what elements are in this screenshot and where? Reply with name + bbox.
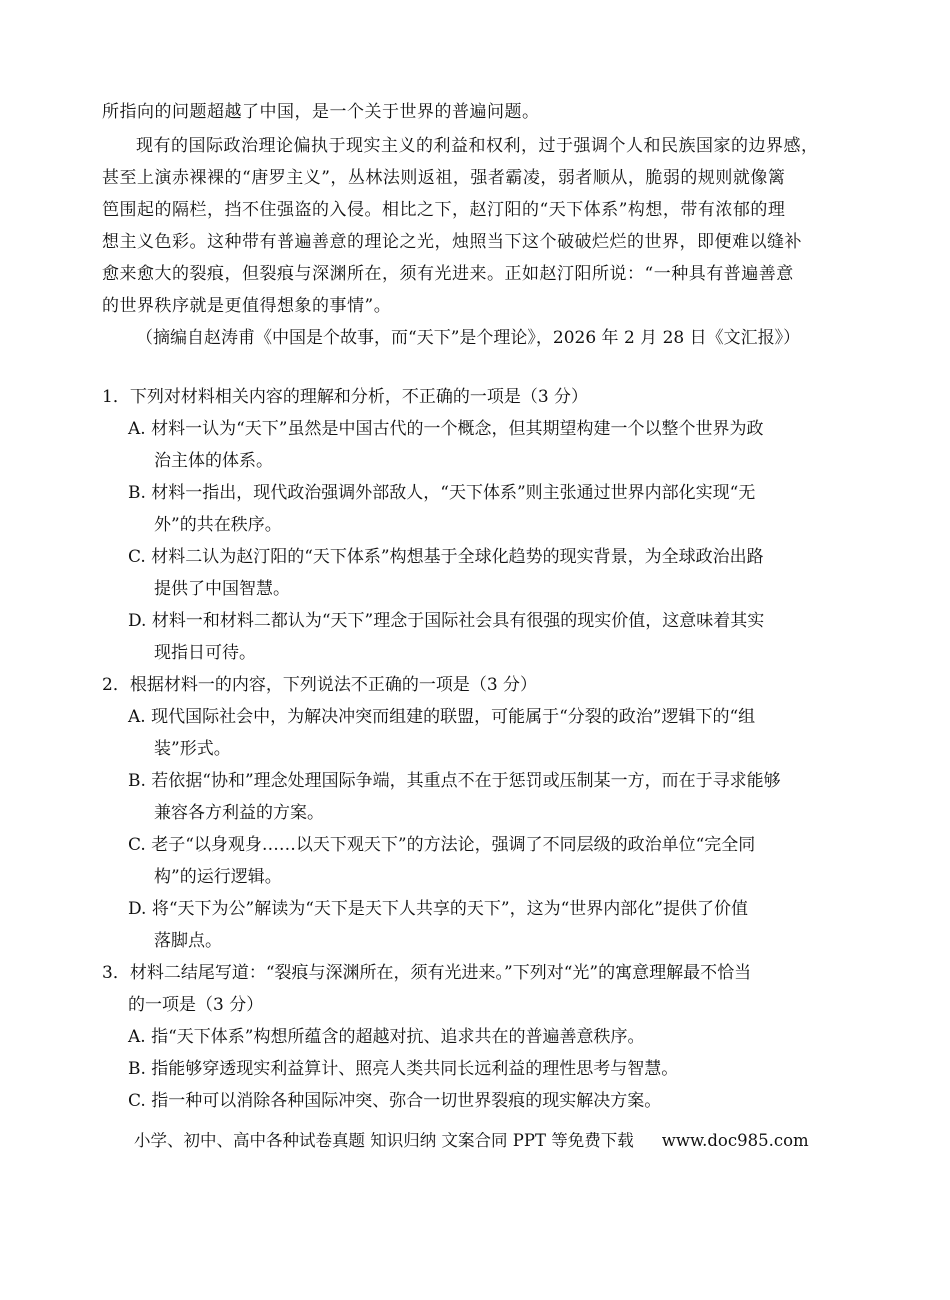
option-d: D. 材料一和材料二都认为“天下”理念于国际社会具有很强的现实价值，这意味着其实 <box>128 611 765 631</box>
option-a: A. 指“天下体系”构想所蕴含的超越对抗、追求共在的普遍善意秩序。 <box>128 1027 645 1047</box>
question-stem-cont: 的一项是（3 分） <box>128 995 264 1015</box>
option-b-cont: 外”的共在秩序。 <box>154 515 282 535</box>
option-b: B. 指能够穿透现实利益算计、照亮人类共同长远利益的理性思考与智慧。 <box>128 1059 679 1079</box>
question-stem: 1．下列对材料相关内容的理解和分析，不正确的一项是（3 分） <box>102 387 589 407</box>
option-c: C. 材料二认为赵汀阳的“天下体系”构想基于全球化趋势的现实背景，为全球政治出路 <box>128 547 764 567</box>
passage-line: 想主义色彩。这种带有普遍善意的理论之光，烛照当下这个破破烂烂的世界，即便难以缝补 <box>102 232 802 252</box>
question-stem: 2．根据材料一的内容，下列说法不正确的一项是（3 分） <box>102 675 538 695</box>
passage-line: 甚至上演赤裸裸的“唐罗主义”，丛林法则返祖，强者霸凌，弱者顺从，脆弱的规则就像篱 <box>102 168 786 188</box>
option-b-cont: 兼容各方利益的方案。 <box>154 803 324 823</box>
option-c-cont: 提供了中国智慧。 <box>154 579 290 599</box>
option-d-cont: 落脚点。 <box>154 931 222 951</box>
option-c: C. 指一种可以消除各种国际冲突、弥合一切世界裂痕的现实解决方案。 <box>128 1091 662 1111</box>
option-c: C. 老子“以身观身……以天下观天下”的方法论，强调了不同层级的政治单位“完全同 <box>128 835 756 855</box>
option-a-cont: 治主体的体系。 <box>154 451 273 471</box>
option-b: B. 材料一指出，现代政治强调外部敌人，“天下体系”则主张通过世界内部化实现“无 <box>128 483 756 503</box>
passage-line: 愈来愈大的裂痕，但裂痕与深渊所在，须有光进来。正如赵汀阳所说：“一种具有普遍善意 <box>102 264 794 284</box>
option-c-cont: 构”的运行逻辑。 <box>154 867 282 887</box>
passage-line: 笆围起的隔栏，挡不住强盗的入侵。相比之下，赵汀阳的“天下体系”构想，带有浓郁的理 <box>102 200 786 220</box>
passage-source: （摘编自赵涛甫《中国是个故事，而“天下”是个理论》，2026 年 2 月 28 日《文汇报》） <box>136 328 801 348</box>
option-b: B. 若依据“协和”理念处理国际争端，其重点不在于惩罚或压制某一方，而在于寻求能够 <box>128 771 781 791</box>
question-stem: 3．材料二结尾写道：“裂痕与深渊所在，须有光进来。”下列对“光”的寓意理解最不恰当 <box>102 963 752 983</box>
passage-line: 的世界秩序就是更值得想象的事情”。 <box>102 296 392 316</box>
passage-line: 现有的国际政治理论偏执于现实主义的利益和权利，过于强调个人和民族国家的边界感， <box>136 136 819 156</box>
option-a-cont: 装”形式。 <box>154 739 231 759</box>
page-footer <box>134 1129 809 1153</box>
option-d: D. 将“天下为公”解读为“天下是天下人共享的天下”，这为“世界内部化”提供了价值 <box>128 899 748 919</box>
option-d-cont: 现指日可待。 <box>154 643 256 663</box>
footer-text: 小学、初中、高中各种试卷真题 知识归纳 文案合同 PPT 等免费下载 <box>134 1131 634 1150</box>
footer-url[interactable]: www.doc985.com <box>661 1131 809 1150</box>
option-a: A. 材料一认为“天下”虽然是中国古代的一个概念，但其期望构建一个以整个世界为政 <box>128 419 764 439</box>
passage-line: 所指向的问题超越了中国，是一个关于世界的普遍问题。 <box>102 102 540 122</box>
option-a: A. 现代国际社会中，为解决冲突而组建的联盟，可能属于“分裂的政治”逻辑下的“组 <box>128 707 756 727</box>
